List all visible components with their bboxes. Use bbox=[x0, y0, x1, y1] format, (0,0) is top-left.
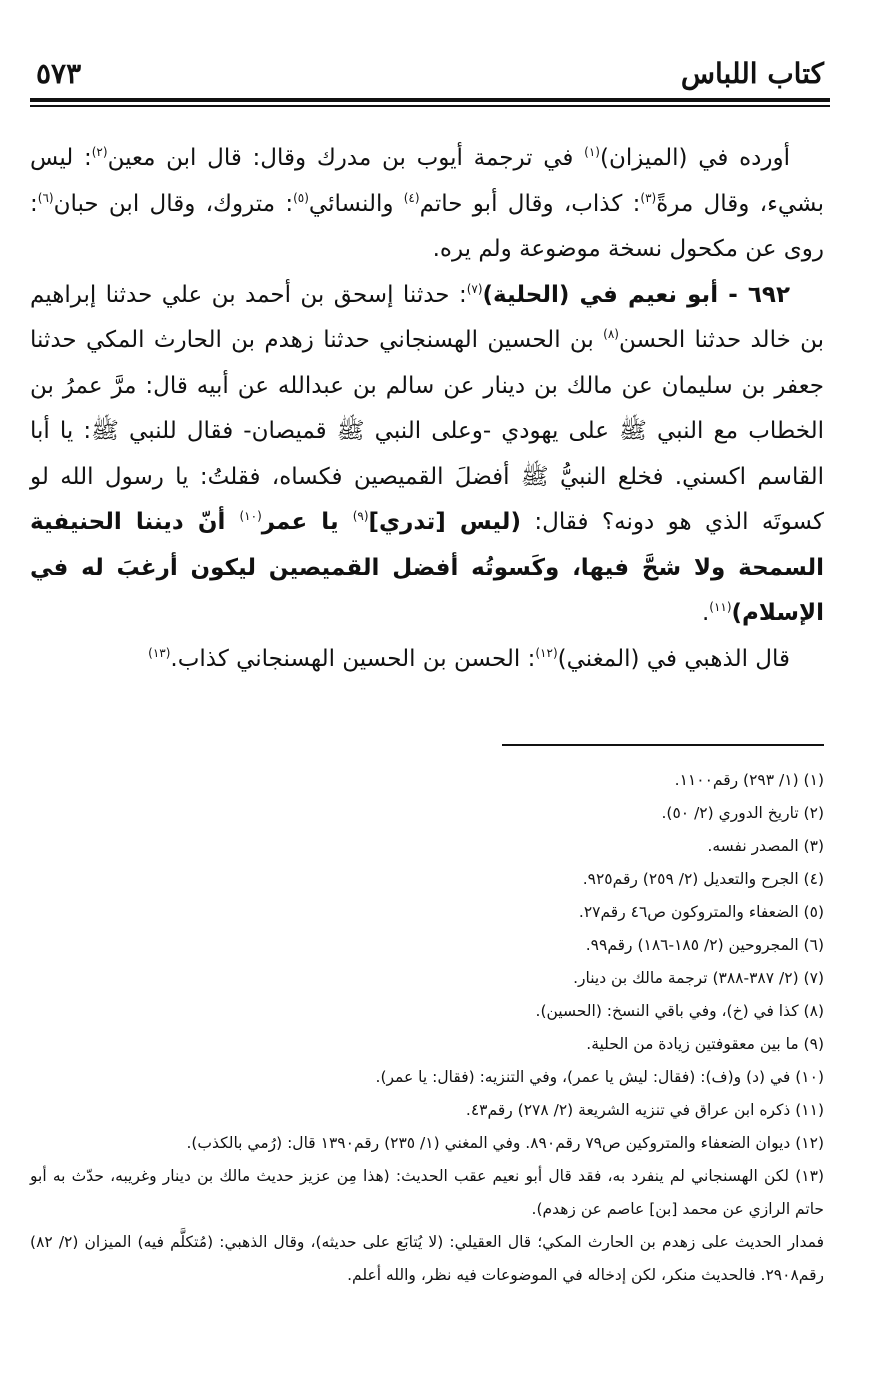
hadith-source: أبو نعيم في (الحلية) bbox=[482, 281, 719, 308]
main-text bbox=[30, 136, 824, 682]
footnote: (٥) الضعفاء والمتروكون ص٤٦ رقم٢٧. bbox=[578, 903, 824, 921]
footnote: (٦) المجروحين (٢/ ١٨٥-١٨٦) رقم٩٩. bbox=[585, 936, 824, 954]
header-rule-thin bbox=[30, 105, 830, 107]
text-span: : ليس بشيء، وقال مرةً bbox=[30, 145, 824, 217]
footnote-ref: (١٠) bbox=[239, 509, 262, 523]
hadith-text: أنّ ديننا الحنيفية السمحة ولا شحَّ فيها، وكَسوتُه أفضل القميصين ليكون أرغبَ له في الإسلام) bbox=[30, 509, 824, 626]
text-span: : الحسن بن الحسين الهسنجاني كذاب. bbox=[170, 645, 536, 672]
text-span: بن الحسين الهسنجاني حدثنا زهدم بن الحارث المكي حدثنا جعفر بن سليمان عن مالك بن دينار عن سالم بن عبدالله عن أبيه قال: مرَّ عمرُ بن الخطاب مع النبي ﷺ على يهودي -وعلى النبي ﷺ قميصان- فقال للنبي ﷺ: يا أبا القاسم اكسني. فخلع النبيُّ ﷺ أفضلَ القميصين فكساه، فقلتُ: يا رسول الله لو كسوتَه الذي هو دونه؟ فقال: bbox=[30, 327, 825, 535]
footnote-ref: (٣) bbox=[640, 190, 657, 205]
footnote: (١) (١/ ٢٩٣) رقم١١٠٠. bbox=[674, 771, 824, 789]
text-span: : حدثنا إسحق بن أحمد بن علي حدثنا إبراهيم بن خالد حدثنا الحسن bbox=[30, 281, 825, 353]
text-span: : متروك، وقال ابن حبان bbox=[53, 190, 294, 217]
page-number: ٥٧٣ bbox=[36, 57, 82, 90]
text-span: : كذاب، وقال أبو حاتم bbox=[419, 190, 641, 217]
footnotes bbox=[30, 764, 824, 1292]
footnote: (٨) كذا في (خ)، وفي باقي النسخ: (الحسين). bbox=[535, 1002, 824, 1020]
paragraph-narration bbox=[30, 136, 824, 273]
footnote: (٤) الجرح والتعديل (٢/ ٢٥٩) رقم٩٢٥. bbox=[582, 870, 824, 888]
chapter-title: كتاب اللباس bbox=[680, 57, 824, 90]
footnote: (٧) (٢/ ٣٨٧-٣٨٨) ترجمة مالك بن دينار. bbox=[573, 969, 824, 987]
paragraph-hadith bbox=[30, 273, 824, 637]
text-span: قال الذهبي في (المغني) bbox=[557, 645, 790, 672]
footnote-ref: (٧) bbox=[466, 281, 483, 296]
footnote-continuation: فمدار الحديث على زهدم بن الحارث المكي؛ قال العقيلي: (لا يُتابَع على حديثه)، وقال الذهبي: (مُتكلَّم فيه) الميزان (٢/ ٨٢) رقم٢٩٠٨. فالحديث منكر، لكن إدخاله في الموضوعات فيه نظر، والله أعلم. bbox=[30, 1233, 824, 1284]
footnote: (١٢) ديوان الضعفاء والمتروكين ص٧٩ رقم٨٩٠. وفي المغني (١/ ٢٣٥) رقم١٣٩٠ قال: (رُمي بالكذب). bbox=[186, 1134, 824, 1152]
text-span: : روى عن مكحول نسخة موضوعة ولم يره. bbox=[30, 190, 824, 262]
hadith-text: يا عمر bbox=[261, 509, 353, 535]
header-rule-thick bbox=[30, 98, 830, 102]
footnote-separator bbox=[502, 744, 824, 746]
hadith-number: ٦٩٢ - bbox=[718, 281, 791, 308]
footnote-ref: (٦) bbox=[37, 190, 54, 205]
hadith-text: (ليس [تدري] bbox=[368, 509, 521, 535]
footnote: (١٣) لكن الهسنجاني لم ينفرد به، فقد قال أبو نعيم عقب الحديث: (هذا مِن عزيز حديث مالك بن دينار وغريبه، حدّث به أبو حاتم الرازي عن محمد [بن] عاصم عن زهدم). bbox=[30, 1167, 824, 1218]
footnote-ref: (٢) bbox=[91, 145, 108, 159]
footnote-ref: (٩) bbox=[352, 509, 369, 523]
book-page bbox=[30, 40, 830, 1360]
footnote-ref: (١٢) bbox=[535, 645, 558, 660]
text-span: . bbox=[701, 600, 710, 626]
footnote-ref: (١٣) bbox=[148, 645, 171, 660]
footnote: (٩) ما بين معقوفتين زيادة من الحلية. bbox=[586, 1035, 824, 1053]
text-span: والنسائي bbox=[308, 190, 404, 217]
footnote: (٢) تاريخ الدوري (٢/ ٥٠). bbox=[661, 804, 824, 822]
footnote-ref: (٥) bbox=[293, 190, 309, 205]
footnote: (١١) ذكره ابن عراق في تنزيه الشريعة (٢/ ٢٧٨) رقم٤٣. bbox=[465, 1101, 824, 1119]
footnote-ref: (٨) bbox=[603, 327, 619, 341]
paragraph-dhahabi bbox=[30, 637, 824, 683]
footnote-ref: (٤) bbox=[403, 190, 420, 205]
page-header bbox=[30, 54, 830, 94]
footnote: (٣) المصدر نفسه. bbox=[707, 837, 824, 855]
footnote: (١٠) في (د) و(ف): (فقال: ليش يا عمر)، وفي التنزيه: (فقال: يا عمر). bbox=[375, 1068, 824, 1086]
footnote-ref: (١) bbox=[584, 145, 600, 159]
text-span: أورده في (الميزان) bbox=[599, 145, 790, 171]
footnote-ref: (١١) bbox=[709, 600, 732, 614]
text-span: في ترجمة أيوب بن مدرك وقال: قال ابن معين bbox=[107, 145, 585, 171]
